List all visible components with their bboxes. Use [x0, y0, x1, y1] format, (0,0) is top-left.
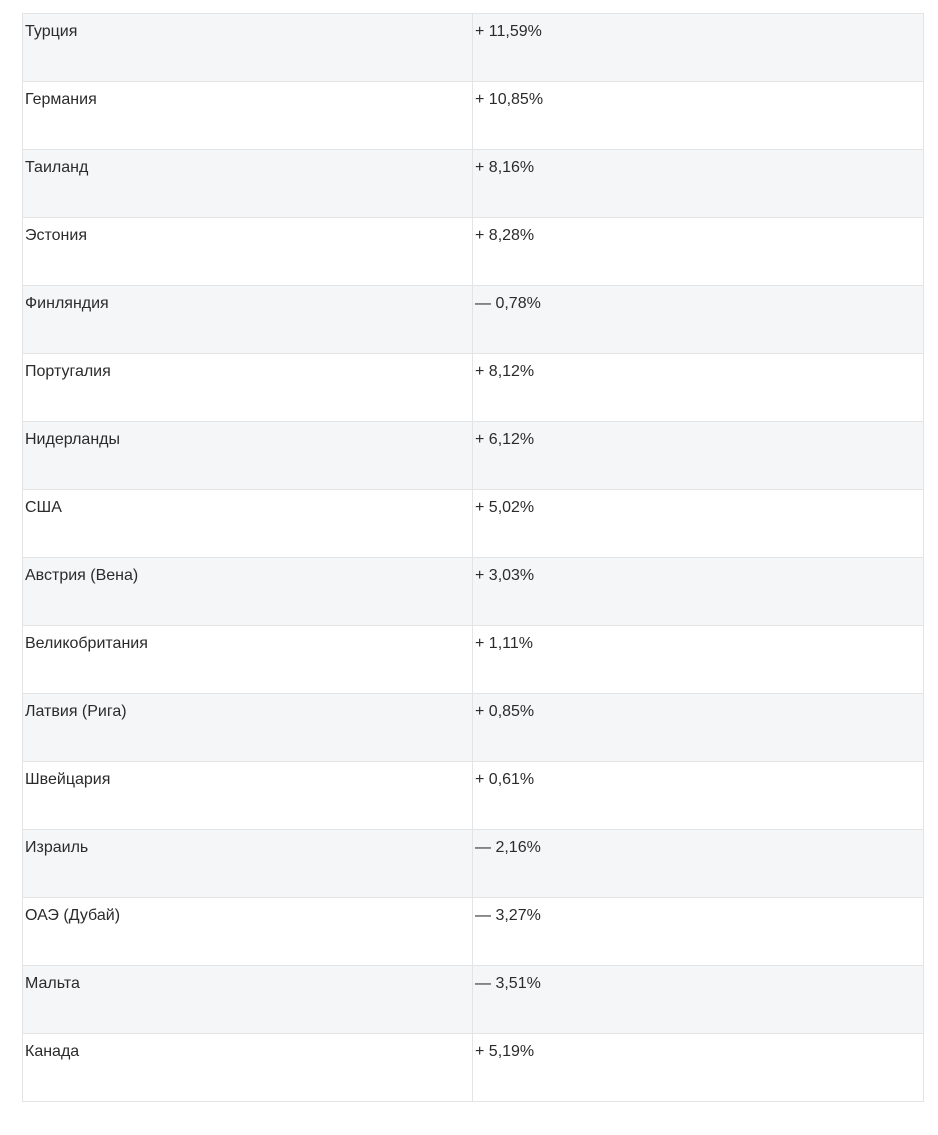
country-name: Германия — [25, 91, 97, 108]
change-cell — [473, 626, 924, 694]
change-cell — [473, 490, 924, 558]
change-cell — [473, 558, 924, 626]
change-cell — [473, 82, 924, 150]
change-value: + 3,03% — [475, 567, 535, 584]
change-value: + 8,28% — [475, 227, 535, 244]
change-value: + 5,02% — [475, 499, 535, 516]
country-name: Швейцария — [25, 771, 111, 788]
change-value: + 5,19% — [475, 1043, 535, 1060]
country-name: Канада — [25, 1043, 80, 1060]
change-value: + 8,12% — [475, 363, 535, 380]
country-cell — [23, 422, 473, 490]
country-cell — [23, 286, 473, 354]
country-name: Португалия — [25, 363, 111, 380]
change-value: — 0,78% — [475, 295, 541, 312]
change-value: — 2,16% — [475, 839, 541, 856]
change-cell — [473, 830, 924, 898]
country-cell — [23, 490, 473, 558]
change-value: + 10,85% — [475, 91, 544, 108]
country-cell — [23, 354, 473, 422]
table-row — [23, 490, 924, 558]
table-row — [23, 150, 924, 218]
change-cell — [473, 966, 924, 1034]
country-cell — [23, 150, 473, 218]
change-cell — [473, 694, 924, 762]
change-value: — 3,51% — [475, 975, 541, 992]
change-value: + 11,59% — [475, 23, 542, 40]
change-cell — [473, 422, 924, 490]
country-name: ОАЭ (Дубай) — [25, 907, 121, 924]
price-change-table — [22, 13, 924, 1102]
change-value: + 0,85% — [475, 703, 535, 720]
country-cell — [23, 218, 473, 286]
country-name: Латвия (Рига) — [25, 703, 127, 720]
country-cell — [23, 14, 473, 82]
change-cell — [473, 1034, 924, 1102]
table-row — [23, 218, 924, 286]
country-cell — [23, 1034, 473, 1102]
change-cell — [473, 286, 924, 354]
country-cell — [23, 830, 473, 898]
table-body — [23, 14, 924, 1102]
table-row — [23, 830, 924, 898]
country-name: Финляндия — [25, 295, 109, 312]
table-row — [23, 354, 924, 422]
change-cell — [473, 762, 924, 830]
change-value: + 1,11% — [475, 635, 533, 652]
table-row — [23, 1034, 924, 1102]
change-value: — 3,27% — [475, 907, 541, 924]
country-name: Эстония — [25, 227, 87, 244]
change-cell — [473, 354, 924, 422]
change-cell — [473, 218, 924, 286]
table-row — [23, 898, 924, 966]
table-row — [23, 966, 924, 1034]
country-cell — [23, 558, 473, 626]
country-cell — [23, 82, 473, 150]
table-row — [23, 286, 924, 354]
table-row — [23, 558, 924, 626]
table-row — [23, 422, 924, 490]
table-row — [23, 14, 924, 82]
country-cell — [23, 626, 473, 694]
country-name: Турция — [25, 23, 78, 40]
country-cell — [23, 898, 473, 966]
country-cell — [23, 966, 473, 1034]
change-cell — [473, 150, 924, 218]
country-name: Мальта — [25, 975, 80, 992]
country-name: Нидерланды — [25, 431, 120, 448]
change-value: + 0,61% — [475, 771, 535, 788]
country-name: Великобритания — [25, 635, 148, 652]
country-name: Австрия (Вена) — [25, 567, 139, 584]
table-row — [23, 694, 924, 762]
change-cell — [473, 14, 924, 82]
table-row — [23, 626, 924, 694]
country-name: Израиль — [25, 839, 89, 856]
change-cell — [473, 898, 924, 966]
table-row — [23, 762, 924, 830]
table-row — [23, 82, 924, 150]
country-name: США — [25, 499, 62, 516]
price-change-table-container — [22, 13, 923, 1102]
country-cell — [23, 762, 473, 830]
change-value: + 8,16% — [475, 159, 535, 176]
change-value: + 6,12% — [475, 431, 535, 448]
country-name: Таиланд — [25, 159, 89, 176]
country-cell — [23, 694, 473, 762]
